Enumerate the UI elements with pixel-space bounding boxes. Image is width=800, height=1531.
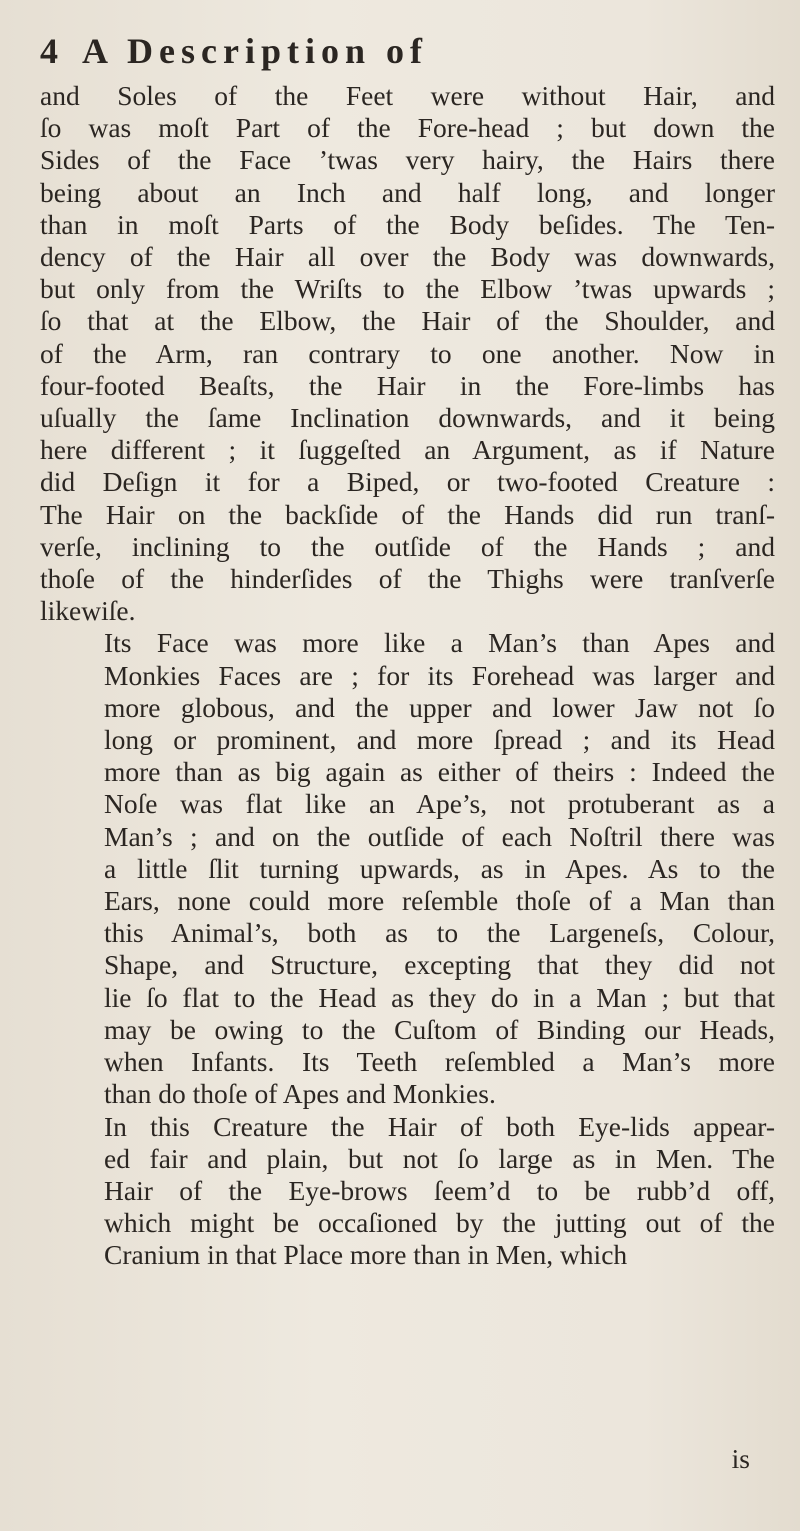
text-line: lie ſo flat to the Head as they do in a Man ; but that — [104, 981, 775, 1013]
text-line: Ears, none could more reſemble thoſe of a Man than — [104, 885, 775, 917]
text-line: Monkies Faces are ; for its Forehead was larger and — [104, 659, 775, 691]
text-line: when Infants. Its Teeth reſembled a Man’s more — [104, 1046, 775, 1078]
text-line: Noſe was flat like an Ape’s, not protuberant as a — [104, 788, 775, 820]
text-line: a little ſlit turning upwards, as in Apes. As to the — [104, 852, 775, 884]
text-line: long or prominent, and more ſpread ; and its Head — [104, 724, 775, 756]
paragraph — [40, 80, 775, 627]
text-line: dency of the Hair all over the Body was downwards, — [40, 241, 775, 273]
text-line: likewiſe. — [40, 595, 136, 627]
catchword: is — [731, 1443, 750, 1474]
text-line: verſe, inclining to the outſide of the Hands ; and — [40, 530, 775, 562]
text-line: Cranium in that Place more than in Men, which — [104, 1239, 628, 1271]
text-line: being about an Inch and half long, and longer — [40, 176, 775, 208]
text-line: more globous, and the upper and lower Jaw not ſo — [104, 691, 775, 723]
text-line: Man’s ; and on the outſide of each Noſtril there was — [104, 820, 775, 852]
text-line: Hair of the Eye-brows ſeem’d to be rubb’d off, — [104, 1174, 775, 1206]
text-line: may be owing to the Cuſtom of Binding our Heads, — [104, 1013, 775, 1045]
text-line: ed fair and plain, but not ſo large as in Men. The — [104, 1142, 775, 1174]
text-line: this Animal’s, both as to the Largeneſs, Colour, — [104, 917, 775, 949]
text-line: here different ; it ſuggeſted an Argument, as if Nature — [40, 434, 775, 466]
text-line: more than as big again as either of theirs : Indeed the — [104, 756, 775, 788]
text-line: Sides of the Face ’twas very hairy, the Hairs there — [40, 144, 775, 176]
paragraph — [40, 627, 775, 1110]
text-line: In this Creature the Hair of both Eye-lids appear- — [104, 1110, 775, 1142]
running-title: A Description of — [82, 31, 428, 71]
text-line: which might be occaſioned by the jutting out of the — [104, 1207, 775, 1239]
body-text — [40, 80, 775, 1272]
text-line: Its Face was more like a Man’s than Apes and — [104, 627, 775, 659]
text-line: did Deſign it for a Biped, or two-footed Creature : — [40, 466, 775, 498]
text-line: ſo that at the Elbow, the Hair of the Shoulder, and — [40, 305, 775, 337]
text-line: Shape, and Structure, excepting that they did not — [104, 949, 775, 981]
text-line: than in moſt Parts of the Body beſides. The Ten- — [40, 208, 775, 240]
paragraph — [40, 1111, 775, 1272]
text-line: uſually the ſame Inclination downwards, and it being — [40, 402, 775, 434]
text-line: but only from the Wriſts to the Elbow ’twas upwards ; — [40, 273, 775, 305]
page-number: 4 — [40, 31, 58, 71]
text-line: thoſe of the hinderſides of the Thighs were tranſverſe — [40, 563, 775, 595]
text-line: and Soles of the Feet were without Hair, and — [40, 80, 775, 111]
text-line: The Hair on the backſide of the Hands did run tranſ- — [40, 498, 775, 530]
text-line: ſo was moſt Part of the Fore-head ; but down the — [40, 112, 775, 144]
page-header — [40, 30, 760, 72]
text-line: four-footed Beaſts, the Hair in the Fore-limbs has — [40, 369, 775, 401]
text-line: of the Arm, ran contrary to one another. Now in — [40, 337, 775, 369]
text-line: than do thoſe of Apes and Monkies. — [104, 1078, 496, 1110]
